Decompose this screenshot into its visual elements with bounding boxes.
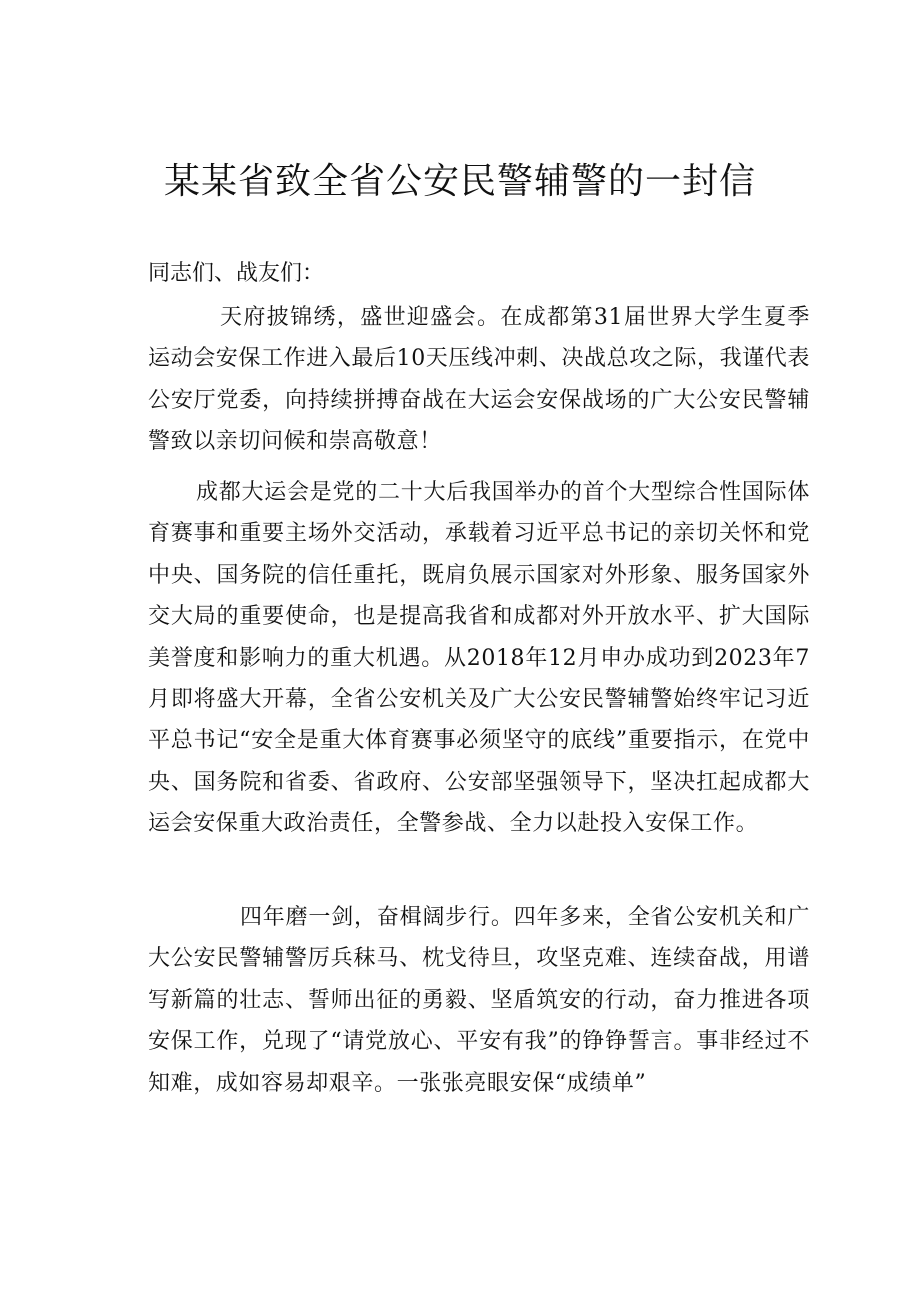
paragraph-3: 四年磨一剑，奋楫阔步行。四年多来，全省公安机关和广大公安民警辅警厉兵秣马、枕戈待旦，攻坚克难、连续奋战，用谱写新篇的壮志、誓师出征的勇毅、坚盾筑安的行动，奋力推进各项安保工作，兑现了“请党放心、平安有我”的铮铮誓言。事非经过不知难，成如容易却艰辛。一张张亮眼安保“成绩单” — [148, 905, 810, 1096]
salutation: 同志们、战友们： — [148, 261, 325, 286]
document-title: 某某省致全省公安民警辅警的一封信 — [163, 161, 756, 202]
paragraph-1: 天府披锦绣，盛世迎盛会。在成都第31届世界大学生夏季运动会安保工作进入最后10天压线冲刺、决战总攻之际，我谨代表公安厅党委，向持续拼搏奋战在大运会安保战场的广大公安民警辅警致以亲切问候和崇高敬意！ — [148, 305, 810, 455]
paragraph-2: 成都大运会是党的二十大后我国举办的首个大型综合性国际体育赛事和重要主场外交活动，承载着习近平总书记的亲切关怀和党中央、国务院的信任重托，既肩负展示国家对外形象、服务国家外交大局的重要使命，也是提高我省和成都对外开放水平、扩大国际美誉度和影响力的重大机遇。从2018年12月申办成功到2023年7月即将盛大开幕，全省公安机关及广大公安民警辅警始终牢记习近平总书记“安全是重大体育赛事必须坚守的底线”重要指示，在党中央、国务院和省委、省政府、公安部坚强领导下，坚决扛起成都大运会安保重大政治责任，全警参战、全力以赴投入安保工作。 — [148, 480, 810, 837]
